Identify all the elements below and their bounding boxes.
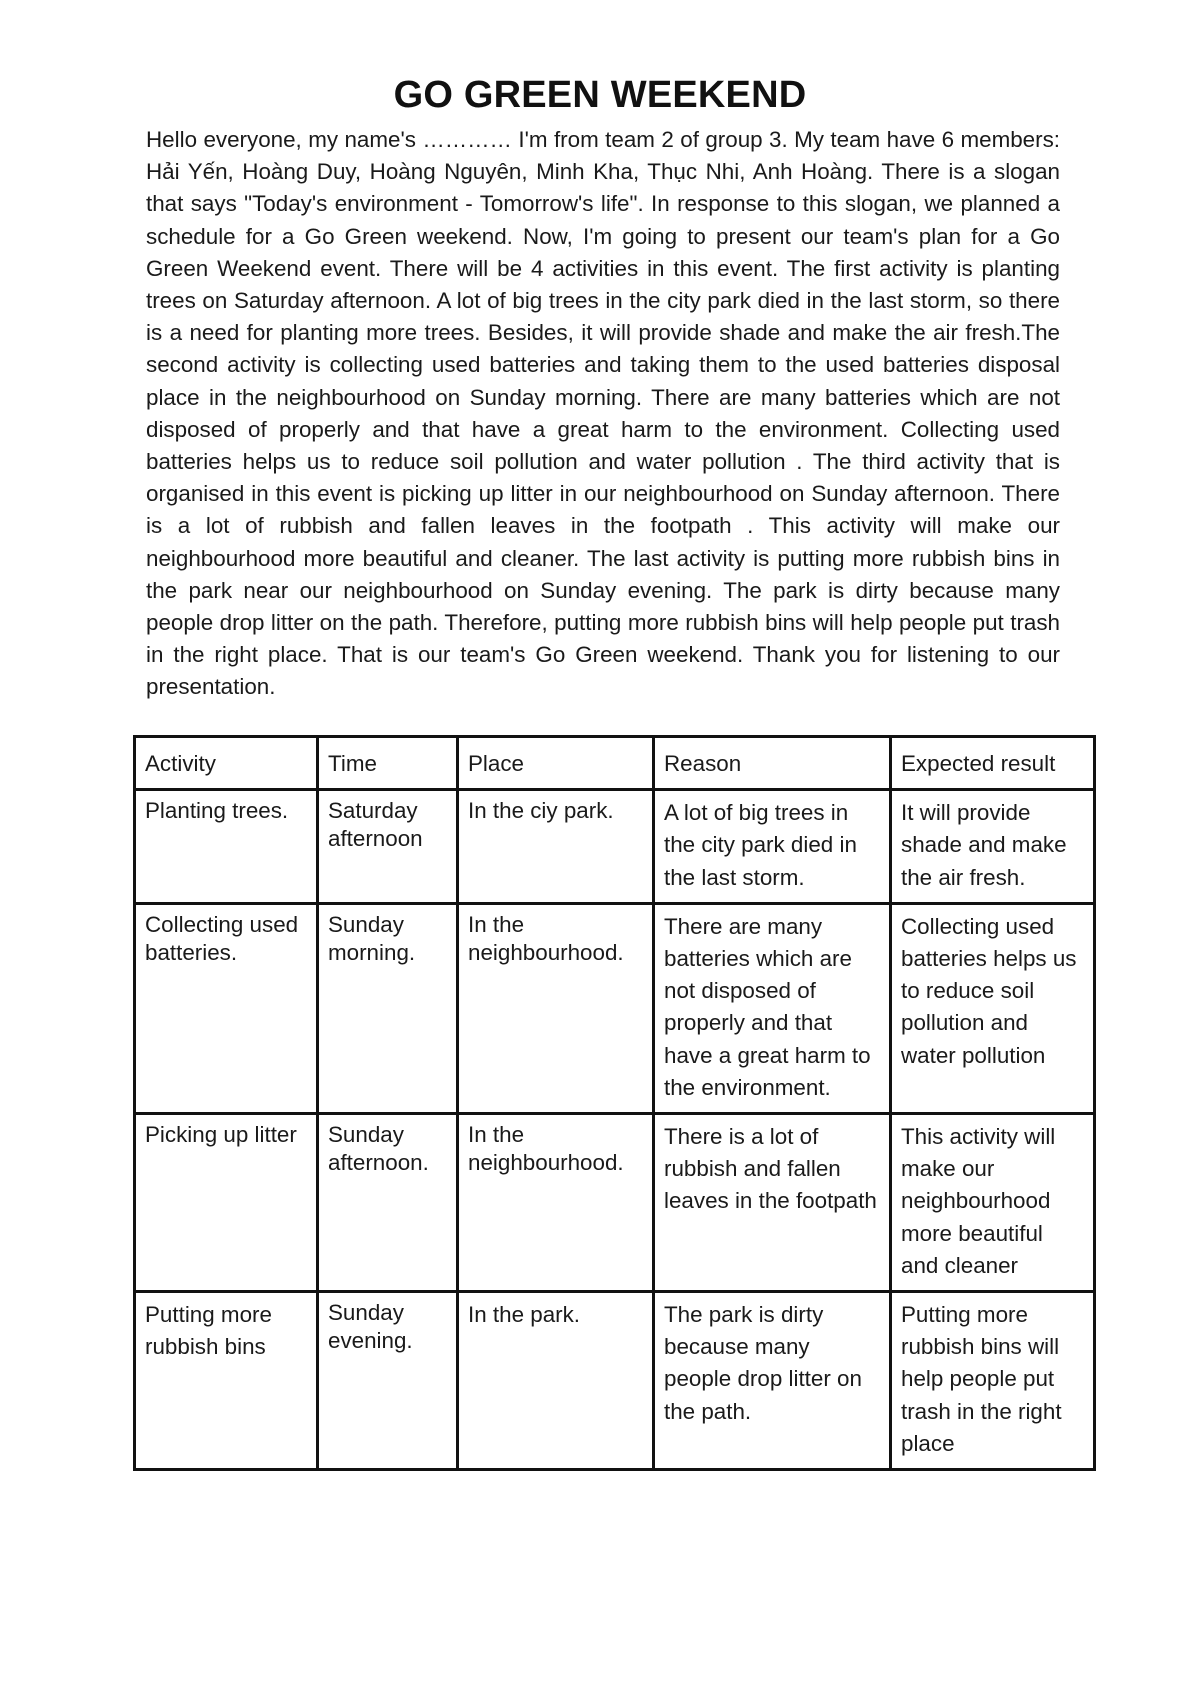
- table-row: [135, 1114, 1095, 1292]
- cell-reason: There are many batteries which are not disposed of properly and that have a great harm to the environment.: [654, 903, 891, 1113]
- cell-expected-result: It will provide shade and make the air fresh.: [891, 790, 1095, 904]
- cell-place: [458, 903, 654, 1113]
- cell-time-text: Sunday morning.: [328, 911, 416, 965]
- cell-place: [458, 1114, 654, 1292]
- cell-time: [318, 1114, 458, 1292]
- presentation-paragraph: Hello everyone, my name's ………… I'm from team 2 of group 3. My team have 6 members: Hải Yến, Hoàng Duy, Hoàng Nguyên, Minh Kha, Thục Nhi, Anh Hoàng. There is a slogan that says "Today's environment - Tomorrow's life". In response to this slogan, we planned a schedule for a Go Green weekend. Now, I'm going to present our team's plan for a Go Green Weekend event. There will be 4 activities in this event. The first activity is planting trees on Saturday afternoon. A lot of big trees in the city park died in the last storm, so there is a need for planting more trees. Besides, it will provide shade and make the air fresh.The second activity is collecting used batteries and taking them to the used batteries disposal place in the neighbourhood on Sunday morning. There are many batteries which are not disposed of properly and that have a great harm to the environment. Collecting used batteries helps us to reduce soil pollution and water pollution . The third activity that is organised in this event is picking up litter in our neighbourhood on Sunday afternoon. There is a lot of rubbish and fallen leaves in the footpath . This activity will make our neighbourhood more beautiful and cleaner. The last activity is putting more rubbish bins in the park near our neighbourhood on Sunday evening. The park is dirty because many people drop litter on the path. Therefore, putting more rubbish bins will help people put trash in the right place. That is our team's Go Green weekend. Thank you for listening to our presentation.: [146, 127, 1060, 700]
- cell-time-text: Sunday afternoon.: [328, 1122, 429, 1176]
- activity-plan-table: [133, 735, 1096, 1471]
- cell-reason: There is a lot of rubbish and fallen leaves in the footpath: [654, 1114, 891, 1292]
- cell-place-text: In the neighbourhood.: [468, 1122, 624, 1176]
- cell-time: [318, 1292, 458, 1470]
- cell-time-text: Sunday evening.: [328, 1300, 413, 1354]
- cell-place: [458, 790, 654, 904]
- cell-expected-result: This activity will make our neighbourhood more beautiful and cleaner: [891, 1114, 1095, 1292]
- cell-time-text: Saturday afternoon: [328, 798, 423, 852]
- header-reason: Reason: [654, 737, 891, 790]
- cell-time: [318, 903, 458, 1113]
- cell-activity-text: Planting trees.: [145, 798, 289, 824]
- table-header-row: [135, 737, 1095, 790]
- cell-expected-result: Collecting used batteries helps us to reduce soil pollution and water pollution: [891, 903, 1095, 1113]
- cell-place-text: In the neighbourhood.: [468, 911, 624, 965]
- cell-activity-text: Collecting used batteries.: [145, 911, 299, 965]
- header-expected-result: Expected result: [891, 737, 1095, 790]
- table-row: [135, 903, 1095, 1113]
- cell-activity: [135, 903, 318, 1113]
- cell-reason: The park is dirty because many people drop litter on the path.: [654, 1292, 891, 1470]
- header-activity: Activity: [135, 737, 318, 790]
- cell-activity: [135, 1114, 318, 1292]
- header-time: Time: [318, 737, 458, 790]
- cell-place: In the park.: [458, 1292, 654, 1470]
- cell-expected-result: Putting more rubbish bins will help people put trash in the right place: [891, 1292, 1095, 1470]
- table-row: [135, 1292, 1095, 1470]
- cell-activity: [135, 790, 318, 904]
- cell-activity: Putting more rubbish bins: [135, 1292, 318, 1470]
- header-place: Place: [458, 737, 654, 790]
- cell-activity-text: Picking up litter: [145, 1122, 297, 1148]
- table-row: [135, 790, 1095, 904]
- cell-place-text: In the ciy park.: [468, 798, 614, 824]
- cell-reason: A lot of big trees in the city park died in the last storm.: [654, 790, 891, 904]
- document-title: GO GREEN WEEKEND: [393, 74, 807, 116]
- cell-time: [318, 790, 458, 904]
